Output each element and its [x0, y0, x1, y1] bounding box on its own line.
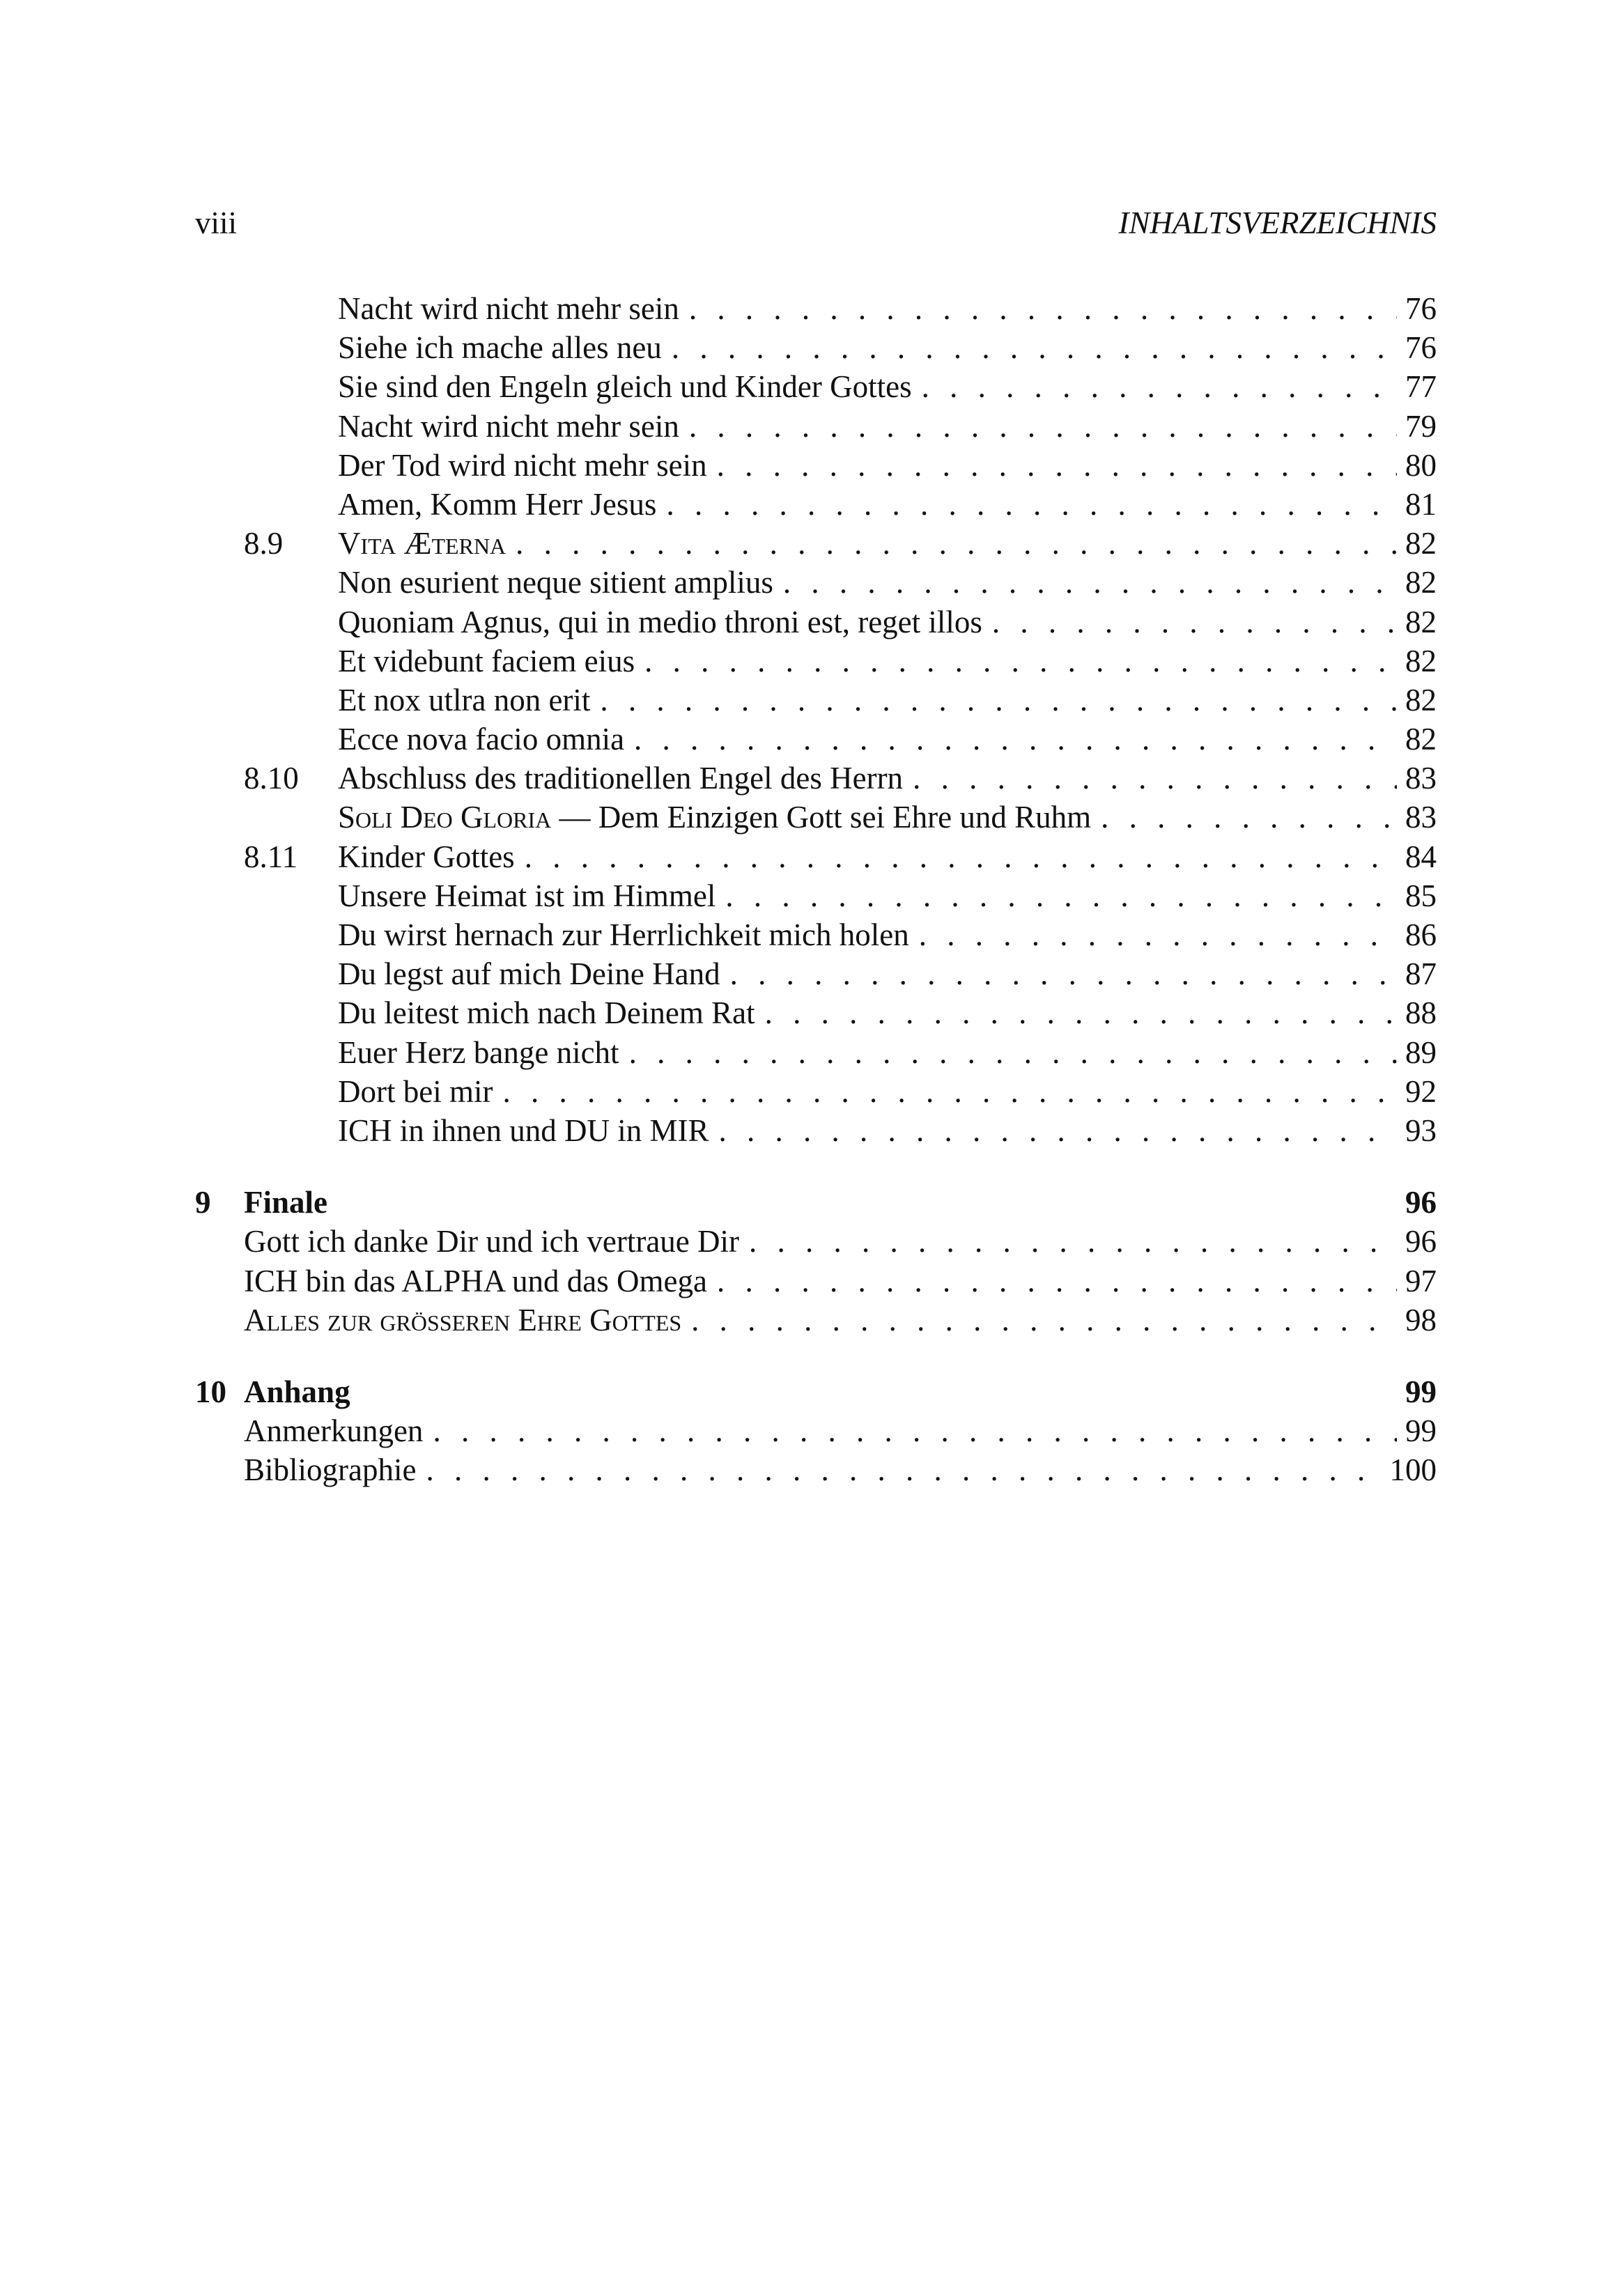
dot-leader: [730, 954, 1397, 993]
toc-entry-page: 85: [1405, 878, 1437, 913]
toc-entry-page: 82: [1405, 565, 1437, 600]
chapter-number: 10: [195, 1374, 226, 1409]
toc-entry-title: Dort bei mir: [338, 1072, 502, 1111]
dot-leader: [913, 759, 1397, 798]
section-number: 8.9: [244, 526, 284, 561]
toc-entry[interactable]: [195, 1262, 1437, 1301]
toc-entry-title: Unsere Heimat ist im Himmel: [338, 876, 725, 915]
toc-entry[interactable]: [195, 328, 1437, 367]
dot-leader: [992, 603, 1397, 642]
chapter-number: 9: [195, 1185, 211, 1220]
dot-leader: [1101, 798, 1397, 837]
toc-section[interactable]: [195, 837, 1437, 876]
dot-leader: [919, 915, 1397, 954]
dot-leader: [426, 1450, 1381, 1489]
toc-entry[interactable]: [195, 1301, 1437, 1340]
toc-entry-title: [338, 798, 1101, 837]
toc-entry-page: 82: [1405, 604, 1437, 639]
toc-entry-title: ICH bin das ALPHA und das Omega: [244, 1262, 717, 1301]
toc-entry-page: 81: [1405, 486, 1437, 522]
toc-entry-title: Quoniam Agnus, qui in medio throni est, reget illos: [338, 603, 992, 642]
toc-entry[interactable]: [195, 289, 1437, 328]
toc-entry-title: Nacht wird nicht mehr sein: [338, 407, 689, 446]
toc-chapter-title: Anhang: [244, 1372, 360, 1411]
section-number: 8.11: [244, 839, 298, 874]
table-of-contents: [195, 289, 1437, 1489]
toc-entry[interactable]: [195, 1450, 1437, 1489]
toc-entry-page: 92: [1405, 1073, 1437, 1109]
toc-section-page: 82: [1405, 526, 1437, 561]
toc-entry-title: Euer Herz bange nicht: [338, 1033, 629, 1072]
toc-section-title: Kinder Gottes: [338, 837, 525, 876]
dot-leader: [765, 993, 1397, 1032]
dot-leader: [502, 1072, 1397, 1111]
toc-entry[interactable]: [195, 1033, 1437, 1072]
toc-section-title: Vita Æterna: [338, 524, 516, 563]
toc-entry[interactable]: [195, 1222, 1437, 1261]
toc-entry-page: 83: [1405, 800, 1437, 835]
toc-entry-title: Der Tod wird nicht mehr sein: [338, 446, 717, 485]
dot-leader: [629, 1033, 1397, 1072]
toc-entry-title: ICH in ihnen und DU in MIR: [338, 1111, 719, 1150]
toc-entry-title: Alles zur grösseren Ehre Gottes: [244, 1301, 691, 1340]
toc-entry[interactable]: [195, 642, 1437, 681]
toc-chapter-page: 96: [1405, 1185, 1437, 1220]
dot-leader: [783, 563, 1397, 602]
toc-entry[interactable]: [195, 367, 1437, 406]
toc-chapter-page: 99: [1405, 1374, 1437, 1409]
toc-section-page: 84: [1405, 839, 1437, 874]
toc-entry-page: 79: [1405, 408, 1437, 444]
dot-leader: [689, 407, 1397, 446]
dot-leader: [691, 1301, 1397, 1340]
toc-entry[interactable]: [195, 876, 1437, 915]
toc-entry[interactable]: [195, 954, 1437, 993]
dot-leader: [433, 1411, 1397, 1450]
toc-entry[interactable]: [195, 1072, 1437, 1111]
toc-entry-title: Anmerkungen: [244, 1411, 433, 1450]
toc-entry-title: Siehe ich mache alles neu: [338, 328, 672, 367]
toc-chapter[interactable]: [195, 1183, 1437, 1222]
dot-leader: [666, 485, 1397, 524]
dot-leader: [725, 876, 1397, 915]
toc-entry[interactable]: [195, 1411, 1437, 1450]
dot-leader: [717, 1262, 1397, 1301]
toc-entry-page: 99: [1405, 1413, 1437, 1449]
toc-entry-title: Ecce nova facio omnia: [338, 720, 634, 759]
toc-entry-page: 76: [1405, 291, 1437, 326]
toc-entry-title: Non esurient neque sitient amplius: [338, 563, 783, 602]
toc-entry-title-rest: — Dem Einzigen Gott sei Ehre und Ruhm: [551, 800, 1092, 835]
toc-entry-page: 98: [1405, 1302, 1437, 1337]
toc-entry-title: Amen, Komm Herr Jesus: [338, 485, 666, 524]
dot-leader: [749, 1222, 1397, 1261]
toc-entry[interactable]: [195, 720, 1437, 759]
toc-entry-page: 77: [1405, 369, 1437, 405]
toc-section[interactable]: [195, 759, 1437, 798]
dot-leader: [717, 446, 1397, 485]
dot-leader: [672, 328, 1397, 367]
toc-entry-page: 82: [1405, 643, 1437, 678]
toc-entry-title: Du wirst hernach zur Herrlichkeit mich holen: [338, 915, 919, 954]
toc-entry-title: Nacht wird nicht mehr sein: [338, 289, 689, 328]
dot-leader: [644, 642, 1397, 681]
dot-leader: [922, 367, 1397, 406]
page-header: [195, 202, 1437, 244]
dot-leader: [600, 681, 1397, 720]
toc-entry-page: 87: [1405, 956, 1437, 992]
toc-entry-page: 80: [1405, 447, 1437, 483]
dot-leader: [634, 720, 1397, 759]
toc-entry-page: 100: [1389, 1452, 1437, 1488]
toc-section-page: 83: [1405, 761, 1437, 796]
toc-entry-title: Du leitest mich nach Deinem Rat: [338, 993, 765, 1032]
toc-entry[interactable]: [195, 603, 1437, 642]
toc-entry[interactable]: [195, 563, 1437, 602]
dot-leader: [525, 837, 1397, 876]
running-head: INHALTSVERZEICHNIS: [1118, 205, 1437, 240]
toc-entry-title: Et nox utlra non erit: [338, 681, 600, 720]
dot-leader: [516, 524, 1397, 563]
toc-chapter[interactable]: [195, 1372, 1437, 1411]
toc-entry-page: 82: [1405, 682, 1437, 718]
toc-entry-title-smallcaps: Soli Deo Gloria: [338, 800, 552, 835]
toc-entry-page: 89: [1405, 1034, 1437, 1070]
toc-entry[interactable]: [195, 1111, 1437, 1150]
toc-entry[interactable]: [195, 798, 1437, 837]
section-number: 8.10: [244, 761, 299, 796]
page-number: viii: [195, 205, 238, 240]
toc-entry-page: 82: [1405, 722, 1437, 757]
toc-entry-title: Du legst auf mich Deine Hand: [338, 954, 730, 993]
toc-entry-page: 86: [1405, 917, 1437, 952]
toc-entry-page: 76: [1405, 330, 1437, 366]
toc-entry[interactable]: [195, 446, 1437, 485]
toc-entry-page: 88: [1405, 995, 1437, 1031]
toc-entry[interactable]: [195, 993, 1437, 1032]
dot-leader: [719, 1111, 1398, 1150]
toc-entry[interactable]: [195, 407, 1437, 446]
toc-entry-title: Bibliographie: [244, 1450, 426, 1489]
toc-entry-title: Sie sind den Engeln gleich und Kinder Gottes: [338, 367, 922, 406]
toc-entry-page: 97: [1405, 1263, 1437, 1298]
toc-section-title: Abschluss des traditionellen Engel des Herrn: [338, 759, 913, 798]
toc-section[interactable]: [195, 524, 1437, 563]
toc-entry[interactable]: [195, 681, 1437, 720]
toc-entry-title: Gott ich danke Dir und ich vertraue Dir: [244, 1222, 749, 1261]
toc-entry-page: 96: [1405, 1224, 1437, 1259]
toc-entry-title: Et videbunt faciem eius: [338, 642, 644, 681]
toc-entry[interactable]: [195, 915, 1437, 954]
toc-entry[interactable]: [195, 485, 1437, 524]
dot-leader: [689, 289, 1397, 328]
toc-chapter-title: Finale: [244, 1183, 337, 1222]
toc-entry-page: 93: [1405, 1112, 1437, 1148]
